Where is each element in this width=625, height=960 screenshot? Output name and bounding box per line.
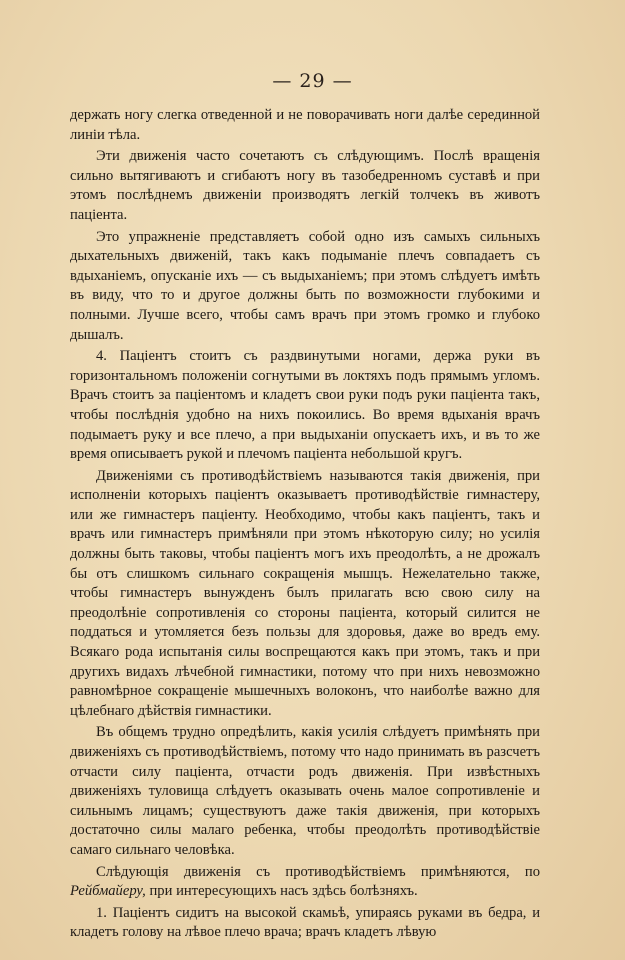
following-movements-text-end: при интересующихъ насъ здѣсь болѣзняхъ. xyxy=(149,883,418,900)
paragraph-following-movements xyxy=(70,863,540,902)
paragraph-resistance-movements: Движенiями съ противодѣйствiемъ называются такiя движенiя, при исполненiи которыхъ пацiентъ оказываетъ противодѣйствiе гимнастеру, или же гимнастеръ пацiенту. Необходимо, чтобы какъ пацiентъ, такъ и врачъ или гимнастеръ примѣняли при этомъ нѣкоторую силу; но усилiя должны быть таковы, чтобы пацiентъ могъ ихъ преодолѣть, а не дрожалъ бы отъ слишкомъ сильнаго сокращенiя мышцъ. Нежелательно также, чтобы гимнастеръ вынужденъ былъ прилагать всю свою силу на преодолѣнiе сопротивленiя со стороны пацiента, который силится не поддаться и утомляется безъ пользы для здоровья, даже во вредъ ему. Всякаго рода испытанiя силы воспрещаются какъ при этомъ, такъ и при другихъ видахъ лѣчебной гимнастики, потому что при нихъ невозможно равномѣрное сокращенiе мышечныхъ волоконъ, что наиболѣе важно для цѣлебнаго дѣйствiя гимнастики. xyxy=(70,467,540,719)
paragraph-continuation: держать ногу слегка отведенной и не поворачивать ноги далѣе серединной линiи тѣла. xyxy=(70,107,540,143)
following-movements-text: Слѣдующiя движенiя съ противодѣйствiемъ примѣняются, по xyxy=(96,863,540,880)
paragraph-rotation-movements: Эти движенiя часто сочетаютъ съ слѣдующимъ. Послѣ вращенiя сильно вытягиваютъ и сгибаютъ ногу въ тазобедренномъ суставѣ и при этомъ послѣднемъ движенiи производятъ легкiй толчекъ въ животъ пацiента. xyxy=(70,148,540,223)
paragraph-exercise-1: 1. Пацiентъ сидитъ на высокой скамьѣ, упираясь руками въ бедра, и кладетъ голову на лѣвое плечо врача; врачъ кладетъ лѣвую xyxy=(70,904,540,941)
paragraph-breathing-exercise: Это упражненiе представляетъ собой одно изъ самыхъ сильныхъ дыхательныхъ движенiй, такъ какъ подыманiе плечъ совпадаетъ съ вдыханiемъ, опусканiе ихъ — съ выдыханiемъ; при этомъ слѣдуетъ имѣть въ виду, что то и другое должны быть по возможности глубокими и полными. Лучше всего, чтобы самъ врачъ при этомъ громко и глубоко дышалъ. xyxy=(70,228,540,343)
paragraph-exercise-4: 4. Пацiентъ стоитъ съ раздвинутыми ногами, держа руки въ горизонтальномъ положенiи согнутыми въ локтяхъ подъ прямымъ угломъ. Врачъ стоитъ за пацiентомъ и кладетъ свои руки подъ руки пацiента такъ, чтобы послѣднiя удобно на нихъ покоились. Во время вдыханiя врачъ подымаетъ руку и все плечо, а при выдыханiи опускаетъ ихъ, и въ то же время описываетъ рукой и плечомъ пацiента небольшой кругъ. xyxy=(70,348,540,463)
paragraph-effort-determination: Въ общемъ трудно опредѣлить, какiя усилiя слѣдуетъ примѣнять при движенiяхъ съ противодѣйствiемъ, потому что надо принимать въ разсчетъ отчасти силу пацiента, отчасти родъ движенiя. При извѣстныхъ движенiяхъ туловища слѣдуетъ оказывать очень малое сопротивленiе и сильнымъ лицамъ; существуютъ даже такiя движенiя, при которыхъ достаточно силы малаго ребенка, чтобы преодолѣть противодѣйствiе самаго сильнаго человѣка. xyxy=(70,724,540,858)
author-name-italic: Рейбмайеру, xyxy=(70,883,146,900)
page-number: — 29 — xyxy=(272,70,353,92)
page-text xyxy=(70,106,540,945)
